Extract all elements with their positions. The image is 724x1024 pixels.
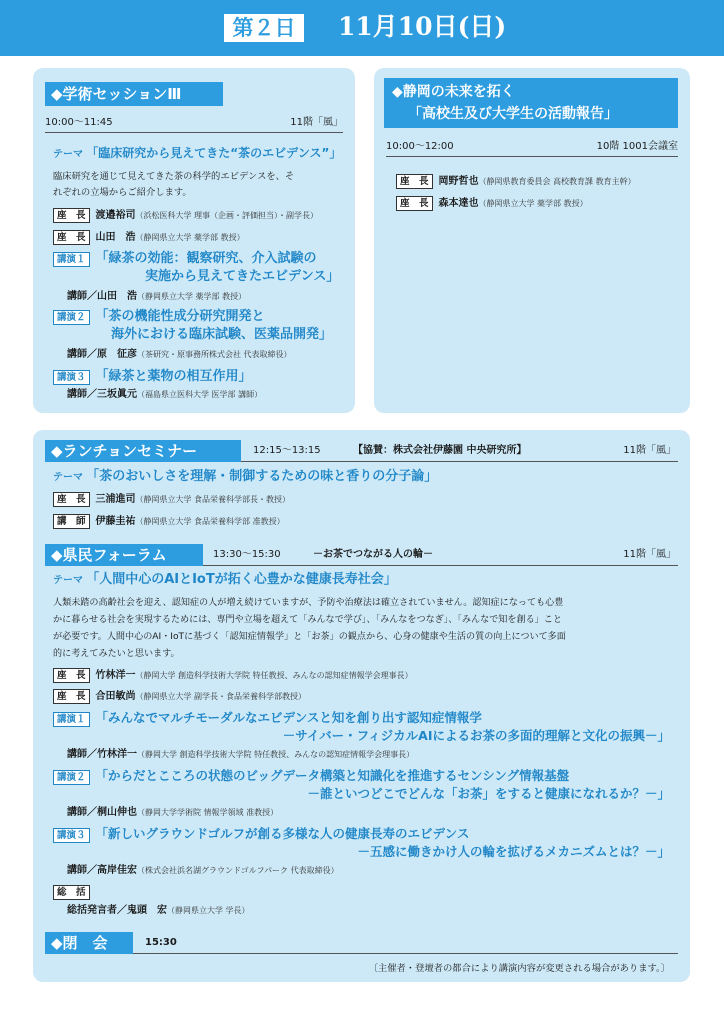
closing-title: ◆閉 会	[45, 932, 133, 954]
chair-entry	[53, 230, 245, 245]
future-time: 10:00～12:00	[386, 141, 454, 152]
academic-theme	[53, 146, 341, 162]
chair-entry: 座 長 岡野哲也（静岡県教育委員会 高校教育課 教育主幹）	[396, 174, 636, 189]
forum-theme: テーマ 「人間中心のAIとIoTが拓く心豊かな健康長寿社会」	[53, 572, 397, 587]
chair-name: 山田 浩	[95, 232, 136, 243]
chair-entry: 座 長 森本達也（静岡県立大学 薬学部 教授）	[396, 196, 588, 211]
summary-entry: 総 括	[53, 885, 96, 900]
academic-room: 11階「風」	[290, 117, 343, 128]
lecture-speaker: 講師／高岸佳宏（株式会社浜名湖グラウンドゴルフパーク 代表取締役）	[67, 865, 339, 876]
divider	[203, 565, 678, 566]
afternoon-panel	[33, 430, 690, 982]
forum-description: 人類未踏の高齢社会を迎え、認知症の人が増え続けていますが、予防や治療法は確立されていません。認知症になっても心豊	[53, 598, 564, 608]
chair-tag: 座 長	[53, 230, 90, 245]
luncheon-time: 12:15～13:15	[253, 445, 321, 456]
lecture-tag: 講演１	[53, 252, 90, 267]
divider	[241, 461, 678, 462]
luncheon-room: 11階「風」	[623, 445, 676, 456]
forum-title: ◆県民フォーラム	[45, 544, 203, 566]
chair-entry	[53, 208, 318, 223]
academic-description: 臨床研究を通じて見えてきた茶の科学的エビデンスを、そ	[53, 171, 295, 182]
forum-room: 11階「風」	[623, 549, 676, 560]
forum-description: が必要です。人間中心のAI・IoTに基づく「認知症情報学」と「お茶」の観点から、心身の健康や生活の質の向上について多面	[53, 632, 566, 642]
lecture-speaker: 講師／原 征彦（茶研究・原事務所株式会社 代表取締役）	[67, 349, 292, 360]
lecture-2	[53, 310, 265, 325]
lecture-title-cont: 実施から見えてきたエビデンス」	[145, 269, 340, 284]
lecture-speaker: 講師／竹林洋一（静岡大学 創造科学技術大学院 特任教授、みんなの認知症情報学会理事長）	[67, 749, 415, 760]
lecture-title: 「緑茶と薬物の相互作用」	[95, 369, 252, 384]
luncheon-title: ◆ランチョンセミナー	[45, 440, 241, 462]
forum-subtitle: －お茶でつながる人の輪－	[313, 549, 433, 560]
lecture-title-cont: －サイバー・フィジカルAIによるお茶の多面的理解と文化の振興－」	[282, 728, 670, 743]
luncheon-theme: テーマ 「茶のおいしさを理解・制御するための味と香りの分子論」	[53, 469, 438, 484]
lecture-title-cont: 海外における臨床試験、医薬品開発」	[111, 327, 333, 342]
lecture-title-cont: －五感に働きかけ人の輪を拡げるメカニズムとは？－」	[357, 844, 670, 859]
lecture-tag: 講演３	[53, 370, 90, 385]
summary-speaker: 総括発言者／鬼頭 宏（静岡県立大学 学長）	[67, 905, 250, 916]
lecture-3	[53, 370, 252, 385]
forum-time: 13:30～15:30	[213, 549, 281, 560]
theme-label: テーマ	[53, 149, 83, 160]
day-header-bar	[0, 0, 724, 56]
academic-session-title: ◆学術セッションⅢ	[45, 82, 223, 106]
forum-description: かに暮らせる社会を実現するためには、専門や立場を超えて「みんなで学び」、「みんなをつなぎ」、「みんなで知を創る」こと	[53, 615, 562, 625]
disclaimer-note: 〔主催者・登壇者の都合により講演内容が変更される場合があります。〕	[368, 963, 670, 974]
academic-session-panel	[33, 68, 355, 413]
future-report-title: ◆静岡の未来を拓く 「高校生及び大学生の活動報告」	[384, 78, 678, 128]
chair-entry: 座 長 三浦進司（静岡県立大学 食品栄養科学部長・教授）	[53, 492, 290, 507]
theme-text: 「臨床研究から見えてきた“茶のエビデンス”」	[86, 146, 342, 160]
lecture-speaker: 講師／三坂眞元（福島県立医科大学 医学部 講師）	[67, 389, 263, 400]
lecture-title: 「茶の機能性成分研究開発と	[95, 309, 265, 324]
chair-name: 渡邉裕司	[95, 210, 136, 221]
lecture-title: 「緑茶の効能：観察研究、介入試験の	[95, 251, 317, 266]
lecture-speaker: 講師／桐山伸也（静岡大学学術院 情報学領域 准教授）	[67, 807, 279, 818]
day-badge: 第２日	[222, 12, 306, 44]
lecture-title-cont: －誰といつどこでどんな「お茶」をすると健康になれるか？－」	[307, 786, 670, 801]
chair-entry: 座 長 竹林洋一（静岡大学 創造科学技術大学院 特任教授、みんなの認知症情報学会理事長）	[53, 668, 413, 683]
lecture-speaker: 講師／山田 浩（静岡県立大学 薬学部 教授）	[67, 291, 247, 302]
divider	[386, 156, 678, 157]
closing-time: 15:30	[145, 937, 177, 948]
academic-time: 10:00～11:45	[45, 117, 113, 128]
lecture-1	[53, 252, 317, 267]
event-date: 11月10日(日)	[338, 12, 507, 41]
divider	[45, 132, 343, 133]
chair-tag: 座 長	[53, 208, 90, 223]
lecturer-entry: 講 師 伊藤圭祐（静岡県立大学 食品栄養科学部 准教授）	[53, 514, 285, 529]
future-room: 10階 1001会議室	[596, 141, 678, 152]
forum-description: 的に考えてみたいと思います。	[53, 649, 180, 659]
chair-entry: 座 長 合田敏尚（静岡県立大学 副学長・食品栄養科学部教授）	[53, 689, 306, 704]
forum-lecture-1: 講演１ 「みんなでマルチモーダルなエビデンスと知を創り出す認知症情報学	[53, 711, 482, 727]
luncheon-sponsor: 【協賛：株式会社伊藤園 中央研究所】	[353, 445, 527, 456]
lecture-tag: 講演２	[53, 310, 90, 325]
future-report-panel	[374, 68, 690, 413]
academic-description: れぞれの立場からご紹介します。	[53, 187, 192, 198]
divider	[133, 953, 678, 954]
forum-lecture-2: 講演２ 「からだとこころの状態のビッグデータ構築と知識化を推進するセンシング情報基盤	[53, 769, 569, 785]
chair-affiliation: （静岡県立大学 薬学部 教授）	[135, 233, 245, 242]
chair-affiliation: （浜松医科大学 理事（企画・評価担当）・副学長）	[135, 211, 319, 220]
forum-lecture-3: 講演３ 「新しいグラウンドゴルフが創る多様な人の健康長寿のエビデンス	[53, 827, 469, 843]
